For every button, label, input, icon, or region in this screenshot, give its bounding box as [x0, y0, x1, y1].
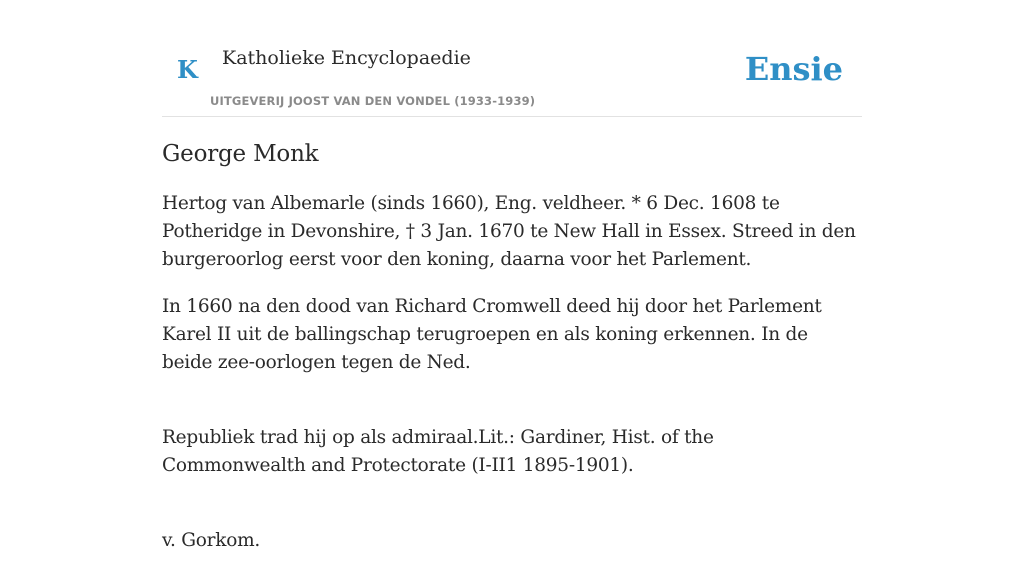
article-paragraph: In 1660 na den dood van Richard Cromwell deed hij door het Parlement Karel II uit de ballingschap terugroepen en als koning erkennen. In de beide zee-oorlogen tegen de Ned. — [162, 296, 822, 373]
encyclopedia-title-link[interactable]: Katholieke Encyclopaedie — [222, 47, 471, 69]
article-title: George Monk — [162, 141, 319, 167]
ensie-logo-link[interactable]: Ensie — [744, 50, 843, 88]
article-paragraph: Republiek trad hij op als admiraal.Lit.: Gardiner, Hist. of the Commonwealth and Protectorate (I-II1 1895-1901). — [162, 427, 714, 476]
article-paragraph: Hertog van Albemarle (sinds 1660), Eng. veldheer. * 6 Dec. 1608 te Potheridge in Devonshire, † 3 Jan. 1670 te New Hall in Essex. Streed in den burgeroorlog eerst voor den koning, daarna voor het Parlement. — [162, 193, 856, 270]
site-header — [162, 0, 862, 117]
encyclopedia-logo-icon[interactable]: K — [177, 55, 198, 84]
article — [162, 138, 862, 574]
article-author: v. Gorkom. — [162, 530, 261, 551]
publisher-subtitle: UITGEVERIJ JOOST VAN DEN VONDEL (1933-1939) — [210, 94, 536, 108]
